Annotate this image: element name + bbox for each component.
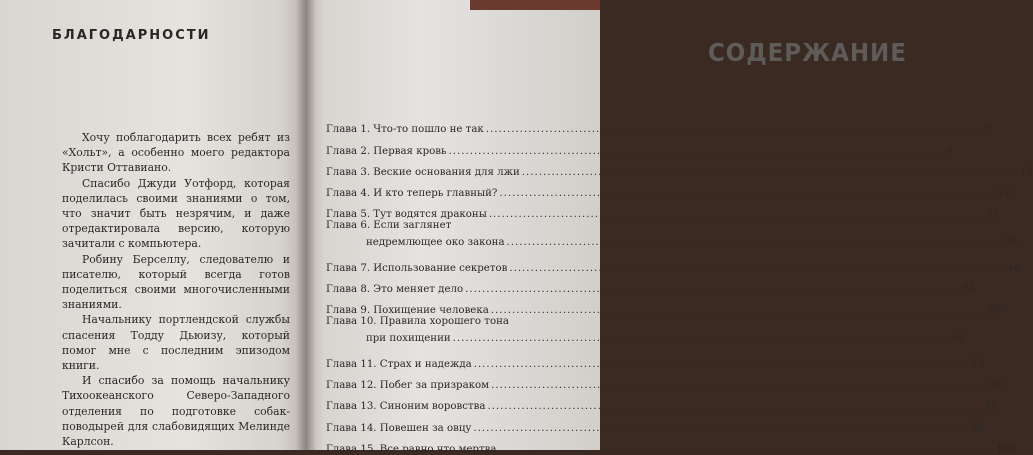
toc-chapter-title: Глава 9. Похищение человека [326,305,489,317]
toc-chapter-title: Глава 13. Синоним воровства [326,401,486,413]
toc-chapter-title: Глава 1. Что-то пошло не так [326,124,484,136]
toc-entry [326,295,1002,317]
toc-leader-dots [507,237,1003,248]
toc-entry [326,391,999,413]
paragraph: И спасибо за помощь начальнику Тихоокеанского Северо-Западного отделения по подготовке собак-поводырей для слабовидящих Мелинде Карлсон. [62,374,290,449]
toc-chapter-title: Глава 10. Правила хорошего тона [326,316,509,328]
toc-entry [326,274,976,296]
toc-page-number: 22 [997,188,1011,200]
toc-page-number: 44 [1007,262,1021,274]
toc-page-number: 5 [983,124,991,136]
background-corner [470,0,600,10]
toc-page-number: 86 [985,401,999,413]
paragraph: Робину Берселлу, следователю и писателю, который всегда готов поделиться своими многочисленными знаниями. [62,252,290,312]
toc-page-number: 58 [988,305,1002,317]
left-page [0,0,306,450]
toc-leader-dots [491,305,987,316]
toc-leader-dots [465,284,961,295]
toc-leader-dots [449,146,945,157]
toc-leader-dots [498,444,994,455]
toc-entry [326,370,1002,391]
toc-page-number: 93 [971,422,985,434]
toc-chapter-title: Глава 7. Использование секретов [326,262,508,274]
toc-chapter-title: Глава 6. Если заглянет [326,220,452,232]
contents-heading: СОДЕРЖАНИЕ [708,38,907,67]
toc-page-number: 28 [986,209,1000,221]
toc-entry [326,114,991,136]
toc-leader-dots [473,423,969,434]
toc-page-number: 8 [946,145,953,157]
paragraph: Хочу поблагодарить всех ребят из «Хольт», а особенно моего редактора Кристи Оттавиано. [62,131,290,175]
toc-chapter-title: Глава 2. Первая кровь [326,145,447,157]
toc-leader-dots [491,380,987,391]
toc-leader-dots [509,263,1005,274]
toc-chapter-title: Глава 14. Повешен за овцу [326,422,472,434]
toc-entry [326,199,1000,221]
toc-chapter-title-continued: недремлющее око закона [366,237,505,249]
toc-entry [326,178,1011,200]
acknowledgements-text [62,130,290,449]
toc-entry [326,348,985,370]
toc-entry [326,220,1018,252]
toc-chapter-title: Глава 5. Тут водятся драконы [326,209,487,221]
paragraph: Начальнику портлендской службы спасения Тодду Дьюизу, который помог мне с последним эпизодом книги. [62,313,290,373]
toc-chapter-title: Глава 4. И кто теперь главный? [326,188,498,200]
toc-page-number: 35 [1004,237,1018,249]
toc-chapter-title: Глава 3. Веские основания для лжи [326,166,520,178]
acknowledgements-heading: БЛАГОДАРНОСТИ [52,28,211,43]
toc-leader-dots [489,209,985,220]
toc-page-number: 16 [1019,166,1033,178]
toc-leader-dots [474,359,970,370]
toc-leader-dots [522,167,1018,178]
toc-leader-dots [453,333,949,344]
toc-chapter-title-continued: при похищении [366,333,451,345]
table-of-contents [326,114,1033,455]
toc-chapter-title: Глава 8. Это меняет дело [326,284,464,296]
toc-page-number: 72 [971,358,985,370]
toc-chapter-title: Глава 15. Все равно что мертва [326,443,497,455]
toc-entry [326,252,1021,274]
toc-leader-dots [487,401,983,412]
toc-entry [326,434,1016,455]
toc-chapter-title: Глава 12. Побег за призраком [326,379,490,391]
toc-page-number: 51 [962,284,976,296]
toc-page-number: 66 [950,333,964,345]
paragraph: Спасибо Джуди Уотфорд, которая поделилась своими знаниями о том, что значит быть незрячим, и даже отредактировала версию, которую зачитали с компьютера. [62,176,290,251]
toc-entry [326,157,1033,178]
toc-entry [326,316,964,348]
toc-page-number: 105 [996,443,1016,455]
toc-page-number: 79 [988,379,1002,391]
toc-entry [326,412,985,434]
toc-leader-dots [499,188,995,199]
book-gutter [296,0,316,450]
toc-chapter-title: Глава 11. Страх и надежда [326,358,472,370]
toc-entry [326,135,953,157]
toc-leader-dots [486,124,982,135]
